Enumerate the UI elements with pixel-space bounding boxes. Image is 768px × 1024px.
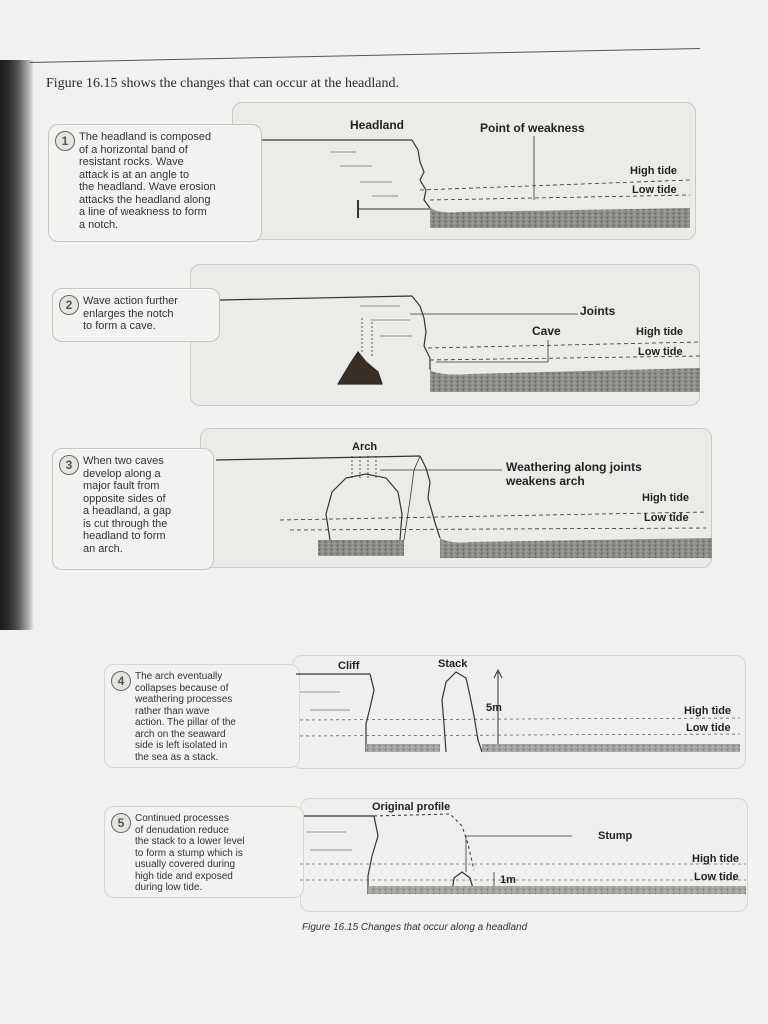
stage-1-line: attack is at an angle to xyxy=(79,168,190,181)
stage-5-line: to form a stump which is xyxy=(135,847,243,859)
seabed xyxy=(366,744,440,752)
high-tide-line xyxy=(300,718,740,720)
headland-top xyxy=(220,296,412,300)
low-tide-label: Low tide xyxy=(694,871,739,883)
seabed xyxy=(430,368,700,392)
weathering-label: Weathering along joints xyxy=(506,460,642,474)
low-tide-line xyxy=(290,528,706,530)
stage-4-line: rather than wave xyxy=(135,705,210,717)
high-tide-line xyxy=(280,512,706,520)
stage-4-line: the sea as a stack. xyxy=(135,751,219,763)
headland-cliff-face xyxy=(412,140,430,208)
stage-4-line: collapses because of xyxy=(135,682,229,694)
stage-4-line: action. The pillar of the xyxy=(135,717,236,728)
original-profile-line xyxy=(374,814,474,870)
stage-4-line: side is left isolated in xyxy=(135,740,228,751)
stage-1-number: 1 xyxy=(55,131,75,151)
high-tide-label: High tide xyxy=(642,492,690,504)
height-1m-label: 1m xyxy=(500,874,516,886)
seabed xyxy=(482,744,740,752)
stage-5-number: 5 xyxy=(111,813,131,833)
stage-3-line: develop along a xyxy=(83,467,161,480)
low-tide-label: Low tide xyxy=(638,346,683,358)
stump-label: Stump xyxy=(598,830,633,842)
point-of-weakness-label: Point of weakness xyxy=(480,121,585,135)
stage-3-line: is cut through the xyxy=(83,517,168,530)
height-5m-label: 5m xyxy=(486,702,502,714)
stage-3-line: opposite sides of xyxy=(83,492,166,505)
headland-top xyxy=(216,456,420,460)
stage-5-line: during low tide. xyxy=(135,882,203,893)
stage-1-line: of a horizontal band of xyxy=(79,143,188,156)
stage-3-line: When two caves xyxy=(83,455,164,467)
high-tide-label: High tide xyxy=(692,853,740,865)
weathering-label: weakens arch xyxy=(506,474,585,488)
cliff-face xyxy=(366,674,374,752)
stage-2-line: Wave action further xyxy=(83,295,178,307)
cliff-face xyxy=(368,816,378,894)
stage-4-line: The arch eventually xyxy=(135,671,223,682)
arch-opening xyxy=(326,474,402,540)
stack-label: Stack xyxy=(438,658,468,670)
seabed xyxy=(430,208,690,228)
stage-1-line: a line of weakness to form xyxy=(79,206,207,218)
low-tide-label: Low tide xyxy=(644,512,689,524)
stage-5-line: Continued processes xyxy=(135,813,229,824)
intro-text: Figure 16.15 shows the changes that can occur at the headland. xyxy=(46,76,400,91)
seabed xyxy=(440,538,712,558)
stage-2-number: 2 xyxy=(59,295,79,315)
high-tide-label: High tide xyxy=(630,165,678,177)
stage-4-line: weathering processes xyxy=(135,694,233,705)
cave-label: Cave xyxy=(532,324,561,338)
stage-3-line: major fault from xyxy=(83,480,160,492)
stage-5-line: usually covered during xyxy=(135,859,236,870)
arch-pillar xyxy=(404,456,420,540)
stage-4-number: 4 xyxy=(111,671,131,691)
cliff-label: Cliff xyxy=(338,660,360,672)
seabed xyxy=(368,886,746,894)
joints-label: Joints xyxy=(580,304,616,318)
high-tide-label: High tide xyxy=(636,326,684,338)
stage-2-diagram xyxy=(220,296,700,392)
figure-caption: Figure 16.15 Changes that occur along a headland xyxy=(302,922,528,933)
high-tide-label: High tide xyxy=(684,705,732,717)
stage-2-line: enlarges the notch xyxy=(83,307,174,320)
stage-4-diagram xyxy=(296,670,740,752)
arch-label: Arch xyxy=(352,441,378,453)
stage-1-diagram xyxy=(262,136,690,228)
headland-label: Headland xyxy=(350,118,405,132)
low-tide-label: Low tide xyxy=(632,184,677,196)
stage-3-number: 3 xyxy=(59,455,79,475)
stack xyxy=(442,672,482,752)
stage-5-diagram xyxy=(300,814,746,894)
stage-3-line: an arch. xyxy=(83,542,123,555)
stage-2-line: to form a cave. xyxy=(83,320,156,332)
stage-1-line: the headland. Wave erosion xyxy=(79,181,216,193)
stage-1-line: a notch. xyxy=(79,218,119,231)
stage-3-line: a headland, a gap xyxy=(83,505,172,517)
stage-1-line: The headland is composed xyxy=(79,131,212,143)
stump-pointer xyxy=(466,836,572,872)
stage-3-line: headland to form xyxy=(83,530,166,542)
original-profile-label: Original profile xyxy=(372,801,451,813)
stage-5-line: the stack to a lower level xyxy=(135,836,245,847)
cave-debris xyxy=(338,352,382,384)
headland-cliff-face xyxy=(412,296,430,370)
stage-1-line: attacks the headland along xyxy=(79,193,211,206)
low-tide-label: Low tide xyxy=(686,722,731,734)
arch-seabed xyxy=(318,540,404,556)
stage-5-line: of denudation reduce xyxy=(135,824,229,836)
stage-5-line: high tide and exposed xyxy=(135,870,233,882)
headland-cliff-face xyxy=(420,456,440,538)
stage-4-line: arch on the seaward xyxy=(135,728,226,740)
stage-1-line: resistant rocks. Wave xyxy=(79,156,184,168)
